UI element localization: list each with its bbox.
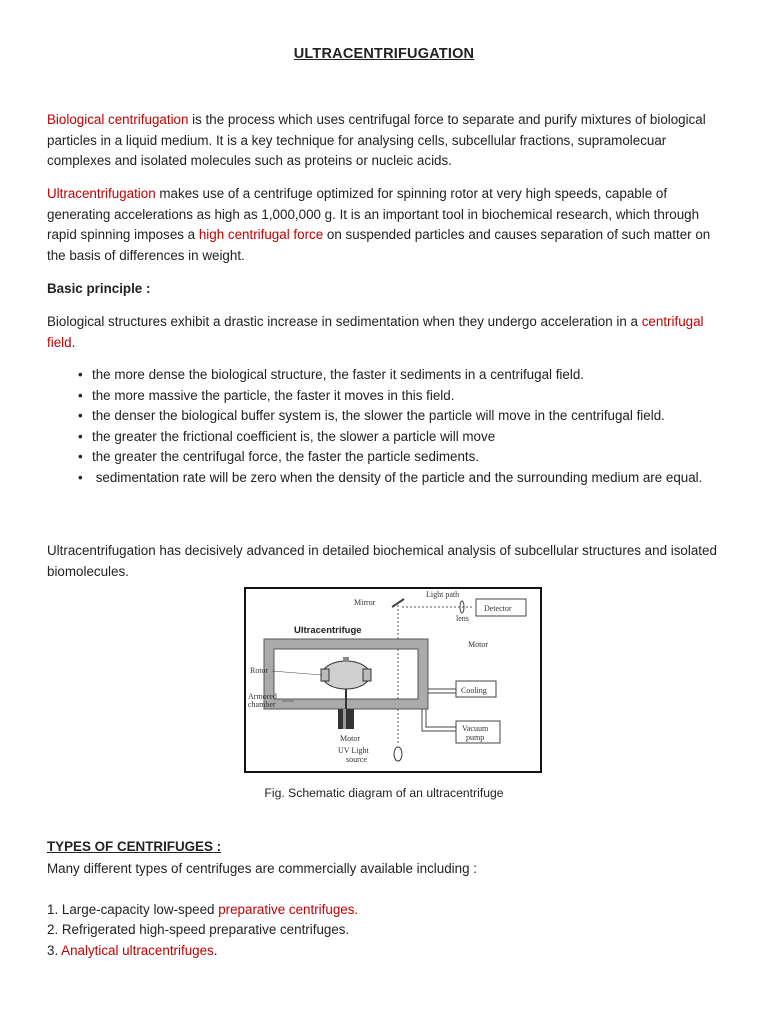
basic-principle-highlight: centrifugal field: [47, 314, 704, 350]
label-rotor: Rotor: [250, 666, 269, 675]
bullet-icon: •: [78, 387, 83, 403]
basic-principle-heading: Basic principle :: [47, 281, 151, 296]
ultra-term: Ultracentrifugation: [47, 186, 156, 201]
list-item: [78, 468, 728, 489]
list-item: [78, 365, 728, 386]
label-source: source: [346, 755, 367, 764]
label-motor: Motor: [340, 734, 360, 743]
intro-term: Biological centrifugation: [47, 112, 189, 127]
label-detector: Detector: [484, 604, 512, 613]
bullet-text: the denser the biological buffer system is, the slower the particle will move in the centrifugal field.: [92, 408, 665, 424]
bullet-text: the greater the centrifugal force, the faster the particle sediments.: [92, 449, 480, 465]
bullet-text: the more massive the particle, the faster it moves in this field.: [92, 387, 455, 403]
basic-principle-paragraph: [47, 312, 725, 353]
label-uv: UV Light: [338, 746, 369, 755]
advance-paragraph: Ultracentrifugation has decisively advanced in detailed biochemical analysis of subcellular structures and isolated biomolecules.: [47, 543, 717, 579]
bullet-icon: •: [78, 449, 83, 465]
list-item: [78, 406, 728, 427]
intro-paragraph: [47, 110, 725, 172]
uv-light-icon: [394, 747, 402, 761]
item-highlight: preparative centrifuges.: [218, 902, 359, 917]
bullet-text: sedimentation rate will be zero when the density of the particle and the surrounding medium are equal.: [92, 469, 703, 485]
item-text: Large-capacity low-speed: [61, 902, 219, 917]
item-highlight: Analytical ultracentrifuges: [61, 943, 214, 958]
list-item: [47, 941, 217, 962]
types-intro: Many different types of centrifuges are commercially available including :: [47, 861, 477, 876]
bullet-text: the more dense the biological structure, the faster it sediments in a centrifugal field.: [92, 367, 584, 382]
item-number: 1.: [47, 902, 62, 917]
item-tail: .: [213, 943, 218, 958]
label-cooling: Cooling: [461, 686, 487, 695]
label-pump: pump: [466, 733, 485, 742]
ultra-text-1: makes use of a centrifuge optimized for spinning rotor at very high speeds, capable of generating accelerations as high as 1,000,000 g. It is an important tool in biochemical research, which through rapid spinning imposes a: [47, 186, 700, 243]
types-heading: TYPES OF CENTRIFUGES :: [47, 839, 222, 854]
basic-principle-text: Biological structures exhibit a drastic increase in sedimentation when they undergo acceleration in a: [47, 314, 642, 329]
basic-principle-end: .: [71, 334, 76, 350]
ultracentrifugation-paragraph: [47, 184, 725, 266]
item-number: 3.: [47, 943, 62, 958]
principle-bullet-list: [78, 365, 728, 489]
item-number: 2.: [47, 922, 62, 937]
bullet-icon: •: [78, 469, 83, 485]
label-ultracentrifuge: Ultracentrifuge: [294, 625, 362, 636]
label-light-path: Light path: [426, 590, 460, 599]
label-vacuum: Vacuum: [462, 724, 489, 733]
intro-text: is the process which uses centrifugal force to separate and purify mixtures of biological particles in a liquid medium. It is a key technique for analysing cells, subcellular fractions, supramolecuar complexes and isolated molecules such as proteins or nucleic acids.: [47, 112, 706, 169]
list-item: [78, 386, 728, 407]
ultra-highlight: high centrifugal force: [198, 227, 324, 243]
ultra-text-2: on suspended particles and causes separation of such matter on the basis of differences in weight.: [47, 227, 711, 263]
label-armored: Armored: [248, 692, 277, 701]
list-item: [47, 900, 358, 921]
label-motor-right: Motor: [468, 640, 488, 649]
label-chamber: chamber: [248, 700, 276, 709]
list-item: [47, 920, 349, 941]
diagram-svg: [246, 589, 540, 771]
page-title: ULTRACENTRIFUGATION: [293, 46, 475, 62]
label-lens: lens: [456, 614, 469, 623]
label-mirror: Mirror: [354, 598, 376, 607]
item-text: Refrigerated high-speed preparative centrifuges.: [61, 922, 350, 937]
list-item: [78, 427, 728, 448]
bullet-icon: •: [78, 367, 83, 382]
ultracentrifuge-diagram: [244, 587, 542, 773]
figure-caption: Fig. Schematic diagram of an ultracentrifuge: [264, 786, 504, 800]
bullet-icon: •: [78, 428, 83, 444]
bullet-icon: •: [78, 408, 83, 424]
list-item: [78, 447, 728, 468]
bullet-text: the greater the frictional coefficient is, the slower a particle will move: [92, 428, 496, 444]
